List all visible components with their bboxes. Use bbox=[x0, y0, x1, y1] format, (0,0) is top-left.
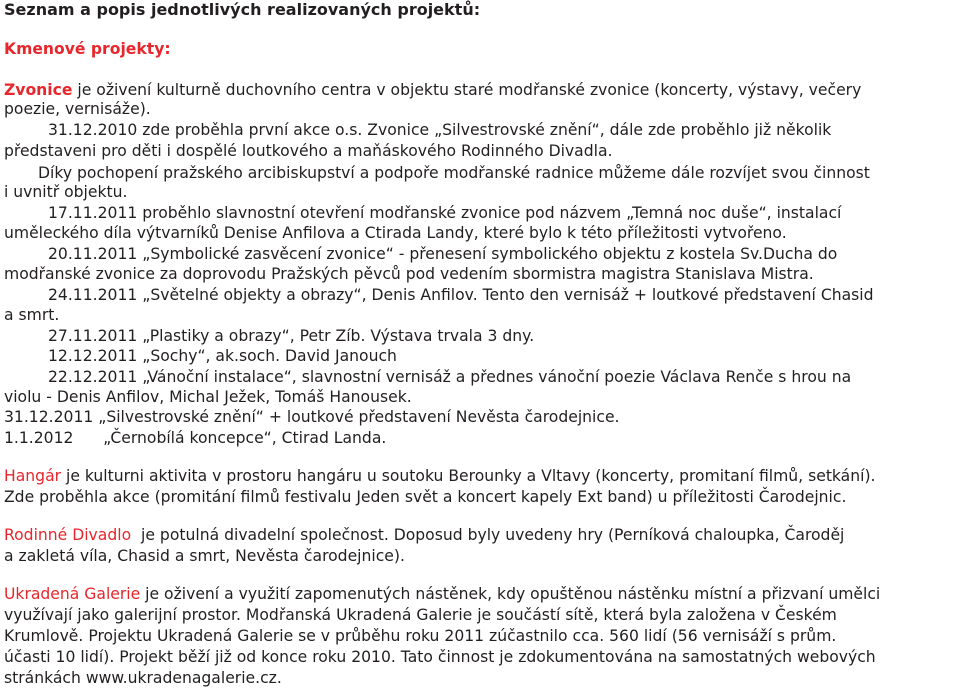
divadlo-line-1 bbox=[4, 525, 844, 545]
section-heading: Kmenové projekty: bbox=[4, 40, 171, 58]
hangar-text-1: je kulturni aktivita v prostoru hangáru u soutoku Berounky a Vltavy (koncerty, promitaní filmů, setkání). bbox=[61, 467, 876, 485]
zvonice-line-11: 24.11.2011 „Světelné objekty a obrazy“, Denis Anfilov. Tento den vernisáž + loutkové představení Chasid bbox=[48, 286, 874, 304]
zvonice-line-4: představeni pro děti i dospělé loutkového a maňáskového Rodinného Divadla. bbox=[4, 142, 613, 160]
zvonice-name: Zvonice bbox=[4, 81, 73, 99]
hangar-line-1 bbox=[4, 466, 876, 486]
page-title: Seznam a popis jednotlivých realizovaných projektů: bbox=[4, 0, 481, 19]
galerie-name: Ukradená Galerie bbox=[4, 585, 141, 603]
galerie-line-4: účasti 10 lidí). Projekt běží již od konce roku 2010. Tato činnost je zdokumentována na samostatných webových bbox=[4, 648, 876, 666]
galerie-line-1 bbox=[4, 584, 880, 604]
zvonice-line-7: 17.11.2011 proběhlo slavnostní otevření modřanské zvonice pod názvem „Temná noc duše“, instalací bbox=[48, 204, 842, 222]
zvonice-line-1 bbox=[4, 80, 861, 100]
zvonice-line-18: 1.1.2012 „Černobílá koncepce“, Ctirad Landa. bbox=[4, 429, 387, 447]
zvonice-line-17: 31.12.2011 „Silvestrovské znění“ + loutkové představení Nevěsta čarodejnice. bbox=[4, 408, 620, 426]
hangar-name: Hangár bbox=[4, 467, 62, 485]
zvonice-text-1: je oživení kulturně duchovního centra v objektu staré modřanské zvonice (koncerty, výstavy, večery bbox=[72, 81, 862, 99]
zvonice-line-15: 22.12.2011 „Vánoční instalace“, slavnostní vernisáž a přednes vánoční poezie Václava Renče s hrou na bbox=[48, 368, 852, 386]
galerie-line-3: Krumlově. Projektu Ukradená Galerie se v průběhu roku 2011 zúčastnilo cca. 560 lidí (56 vernisáží s prům. bbox=[4, 627, 837, 645]
zvonice-line-3: 31.12.2010 zde proběhla první akce o.s. Zvonice „Silvestrovské znění“, dále zde proběhlo již několik bbox=[48, 121, 832, 139]
zvonice-line-6: i uvnitř objektu. bbox=[4, 183, 128, 201]
hangar-line-2: Zde proběhla akce (promitání filmů festivalu Jeden svět a koncert kapely Ext band) u příležitosti Čarodejnic. bbox=[4, 488, 847, 506]
zvonice-line-13: 27.11.2011 „Plastiky a obrazy“, Petr Zíb. Výstava trvala 3 dny. bbox=[48, 327, 535, 345]
divadlo-line-2: a zakletá víla, Chasid a smrt, Nevěsta čarodejnice). bbox=[4, 547, 405, 565]
zvonice-line-12: a smrt. bbox=[4, 306, 60, 324]
zvonice-line-5: Díky pochopení pražského arcibiskupství a podpoře modřanské radnice můžeme dále rozvíjet svou činnost bbox=[38, 164, 870, 182]
zvonice-line-8: uměleckého díla výtvarníků Denise Anfilova a Ctirada Landy, které bylo k této příležitosti vytvořeno. bbox=[4, 224, 787, 242]
divadlo-text-1: je potulná divadelní společnost. Doposud byly uvedeny hry (Perníková chaloupka, Čaroděj bbox=[131, 526, 845, 544]
zvonice-line-9: 20.11.2011 „Symbolické zasvěcení zvonice“ - přenesení symbolického objektu z kostela Sv.Ducha do bbox=[48, 245, 838, 263]
galerie-text-1: je oživení a využití zapomenutých nástěnek, kdy opuštěnou nástěnku místní a přizvaní umělci bbox=[140, 585, 881, 603]
galerie-line-2: využívají jako galerijní prostor. Modřanská Ukradená Galerie je součástí sítě, která byla založena v Českém bbox=[4, 606, 837, 624]
zvonice-line-10: modřanské zvonice za doprovodu Pražských pěvců pod vedením sbormistra magistra Stanislava Mistra. bbox=[4, 265, 814, 283]
galerie-line-5: stránkách www.ukradenagalerie.cz. bbox=[4, 669, 282, 687]
divadlo-name: Rodinné Divadlo bbox=[4, 526, 132, 544]
zvonice-line-2: poezie, vernisáže). bbox=[4, 100, 151, 118]
zvonice-line-16: violu - Denis Anfilov, Michal Ježek, Tomáš Hanousek. bbox=[4, 388, 412, 406]
zvonice-line-14: 12.12.2011 „Sochy“, ak.soch. David Janouch bbox=[48, 347, 397, 365]
